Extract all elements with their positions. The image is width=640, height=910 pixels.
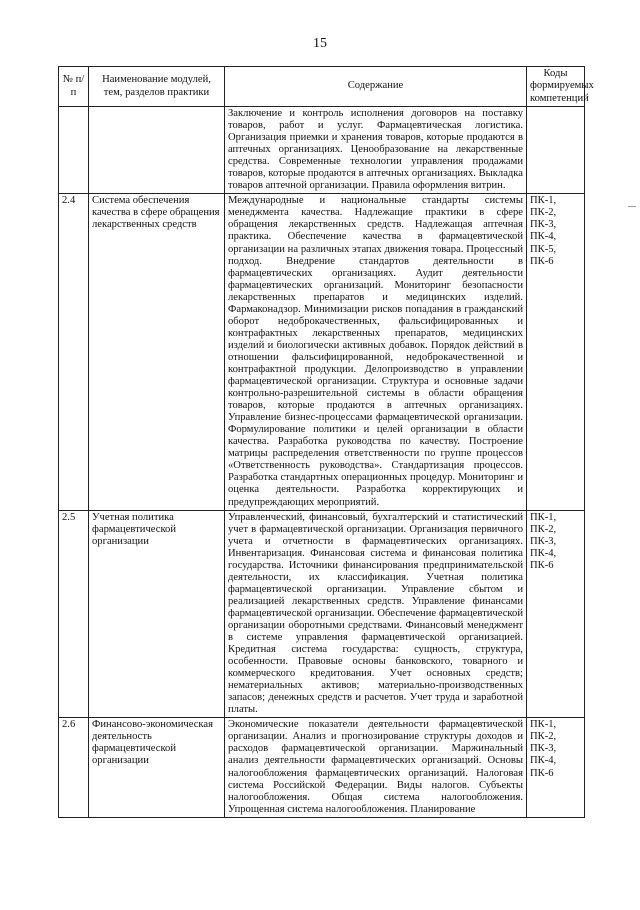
header-content: Содержание [225,67,527,107]
row-codes: ПК-1, ПК-2, ПК-3, ПК-4, ПК-6 [527,718,585,817]
row-content: Заключение и контроль исполнения договоров на поставку товаров, работ и услуг. Фармацевтическая логистика. Организация приемки и хранения товаров, которые продаются в аптечных организациях. Ценообразование на лекарственные средства. Современные технологии управления продажами товаров, которые продаются в аптечных организациях. Выкладка товаров аптечной организации. Правила оформления витрин. [225,107,527,194]
page-number: 15 [313,36,327,51]
row-codes [527,107,585,194]
table-row [59,718,585,817]
page-edge-mark [628,206,636,207]
header-name: Наименование модулей, тем, разделов практики [89,67,225,107]
row-num: 2.6 [59,718,89,817]
header-num: № п/п [59,67,89,107]
table-row [59,194,585,510]
row-content: Международные и национальные стандарты системы менеджмента качества. Надлежащие практики в сфере обращения лекарственных средств. Надлежащая аптечная практика. Обеспечение качества в фармацевтической организации на различных этапах движения товара. Процессный подход. Внедрение стандартов деятельности в фармацевтических организациях. Аудит деятельности фармацевтических организаций. Мониторинг безопасности лекарственных препаратов и медицинских изделий. Фармаконадзор. Минимизации рисков попадания в гражданский оборот недоброкачественных, фальсифицированных и контрафактных лекарственных препаратов, медицинских изделий и биологически активных добавок. Порядок действий в отношении фальсифицированной, недоброкачественной и контрафактной продукции. Делопроизводство в управлении фармацевтической организации. Структура и основные задачи контрольно-разрешительной системы в области обращения товаров, которые продаются в аптечных организациях. Управление бизнес-процессами фармацевтической организации. Формулирование политики и целей организации в области качества. Разработка руководства по качеству. Построение матрицы распределения ответственности по группе процессов «Ответственность руководства». Стандартизация процессов. Разработка стандартных операционных процедур. Мониторинг и оценка деятельности. Разработка корректирующих и предупреждающих мероприятий. [225,194,527,510]
row-name [89,107,225,194]
table-row [59,107,585,194]
row-name: Финансово-экономическая деятельность фармацевтической организации [89,718,225,817]
table-header-row [59,67,585,107]
row-name: Учетная политика фармацевтической организации [89,510,225,718]
curriculum-table [58,66,594,818]
row-codes: ПК-1, ПК-2, ПК-3, ПК-4, ПК-6 [527,510,585,718]
row-content: Управленческий, финансовый, бухгалтерский и статистический учет в фармацевтической организации. Организация первичного учета и отчетности в фармацевтических организациях. Инвентаризация. Финансовая система и финансовая политика государства. Источники финансирования предпринимательской деятельности, их классификация. Учетная политика фармацевтической организации. Управление сбытом и реализацией лекарственных средств. Управление финансами фармацевтической организации. Обеспечение фармацевтической организации оборотными средствами. Финансовый менеджмент в системе управления фармацевтической организацией. Кредитная система государства: сущность, структура, особенности. Правовые основы банковского, товарного и коммерческого кредитования. Учет основных средств; нематериальных активов; материально-производственных запасов; денежных средств и расчетов. Учет труда и заработной платы. [225,510,527,718]
table-row [59,510,585,718]
row-content: Экономические показатели деятельности фармацевтической организации. Анализ и прогнозирование структуры доходов и расходов фармацевтической организации. Маржинальный анализ деятельности фармацевтических организаций. Основы налогообложения фармацевтических организаций. Налоговая система Российской Федерации. Виды налогов. Субъекты налогообложения. Общая система налогообложения. Упрощенная система налогообложения. Планирование [225,718,527,817]
header-codes: Коды формируемых компетенций [527,67,585,107]
row-name: Система обеспечения качества в сфере обращения лекарственных средств [89,194,225,510]
row-num: 2.5 [59,510,89,718]
row-codes: ПК-1, ПК-2, ПК-3, ПК-4, ПК-5, ПК-6 [527,194,585,510]
row-num: 2.4 [59,194,89,510]
row-num [59,107,89,194]
